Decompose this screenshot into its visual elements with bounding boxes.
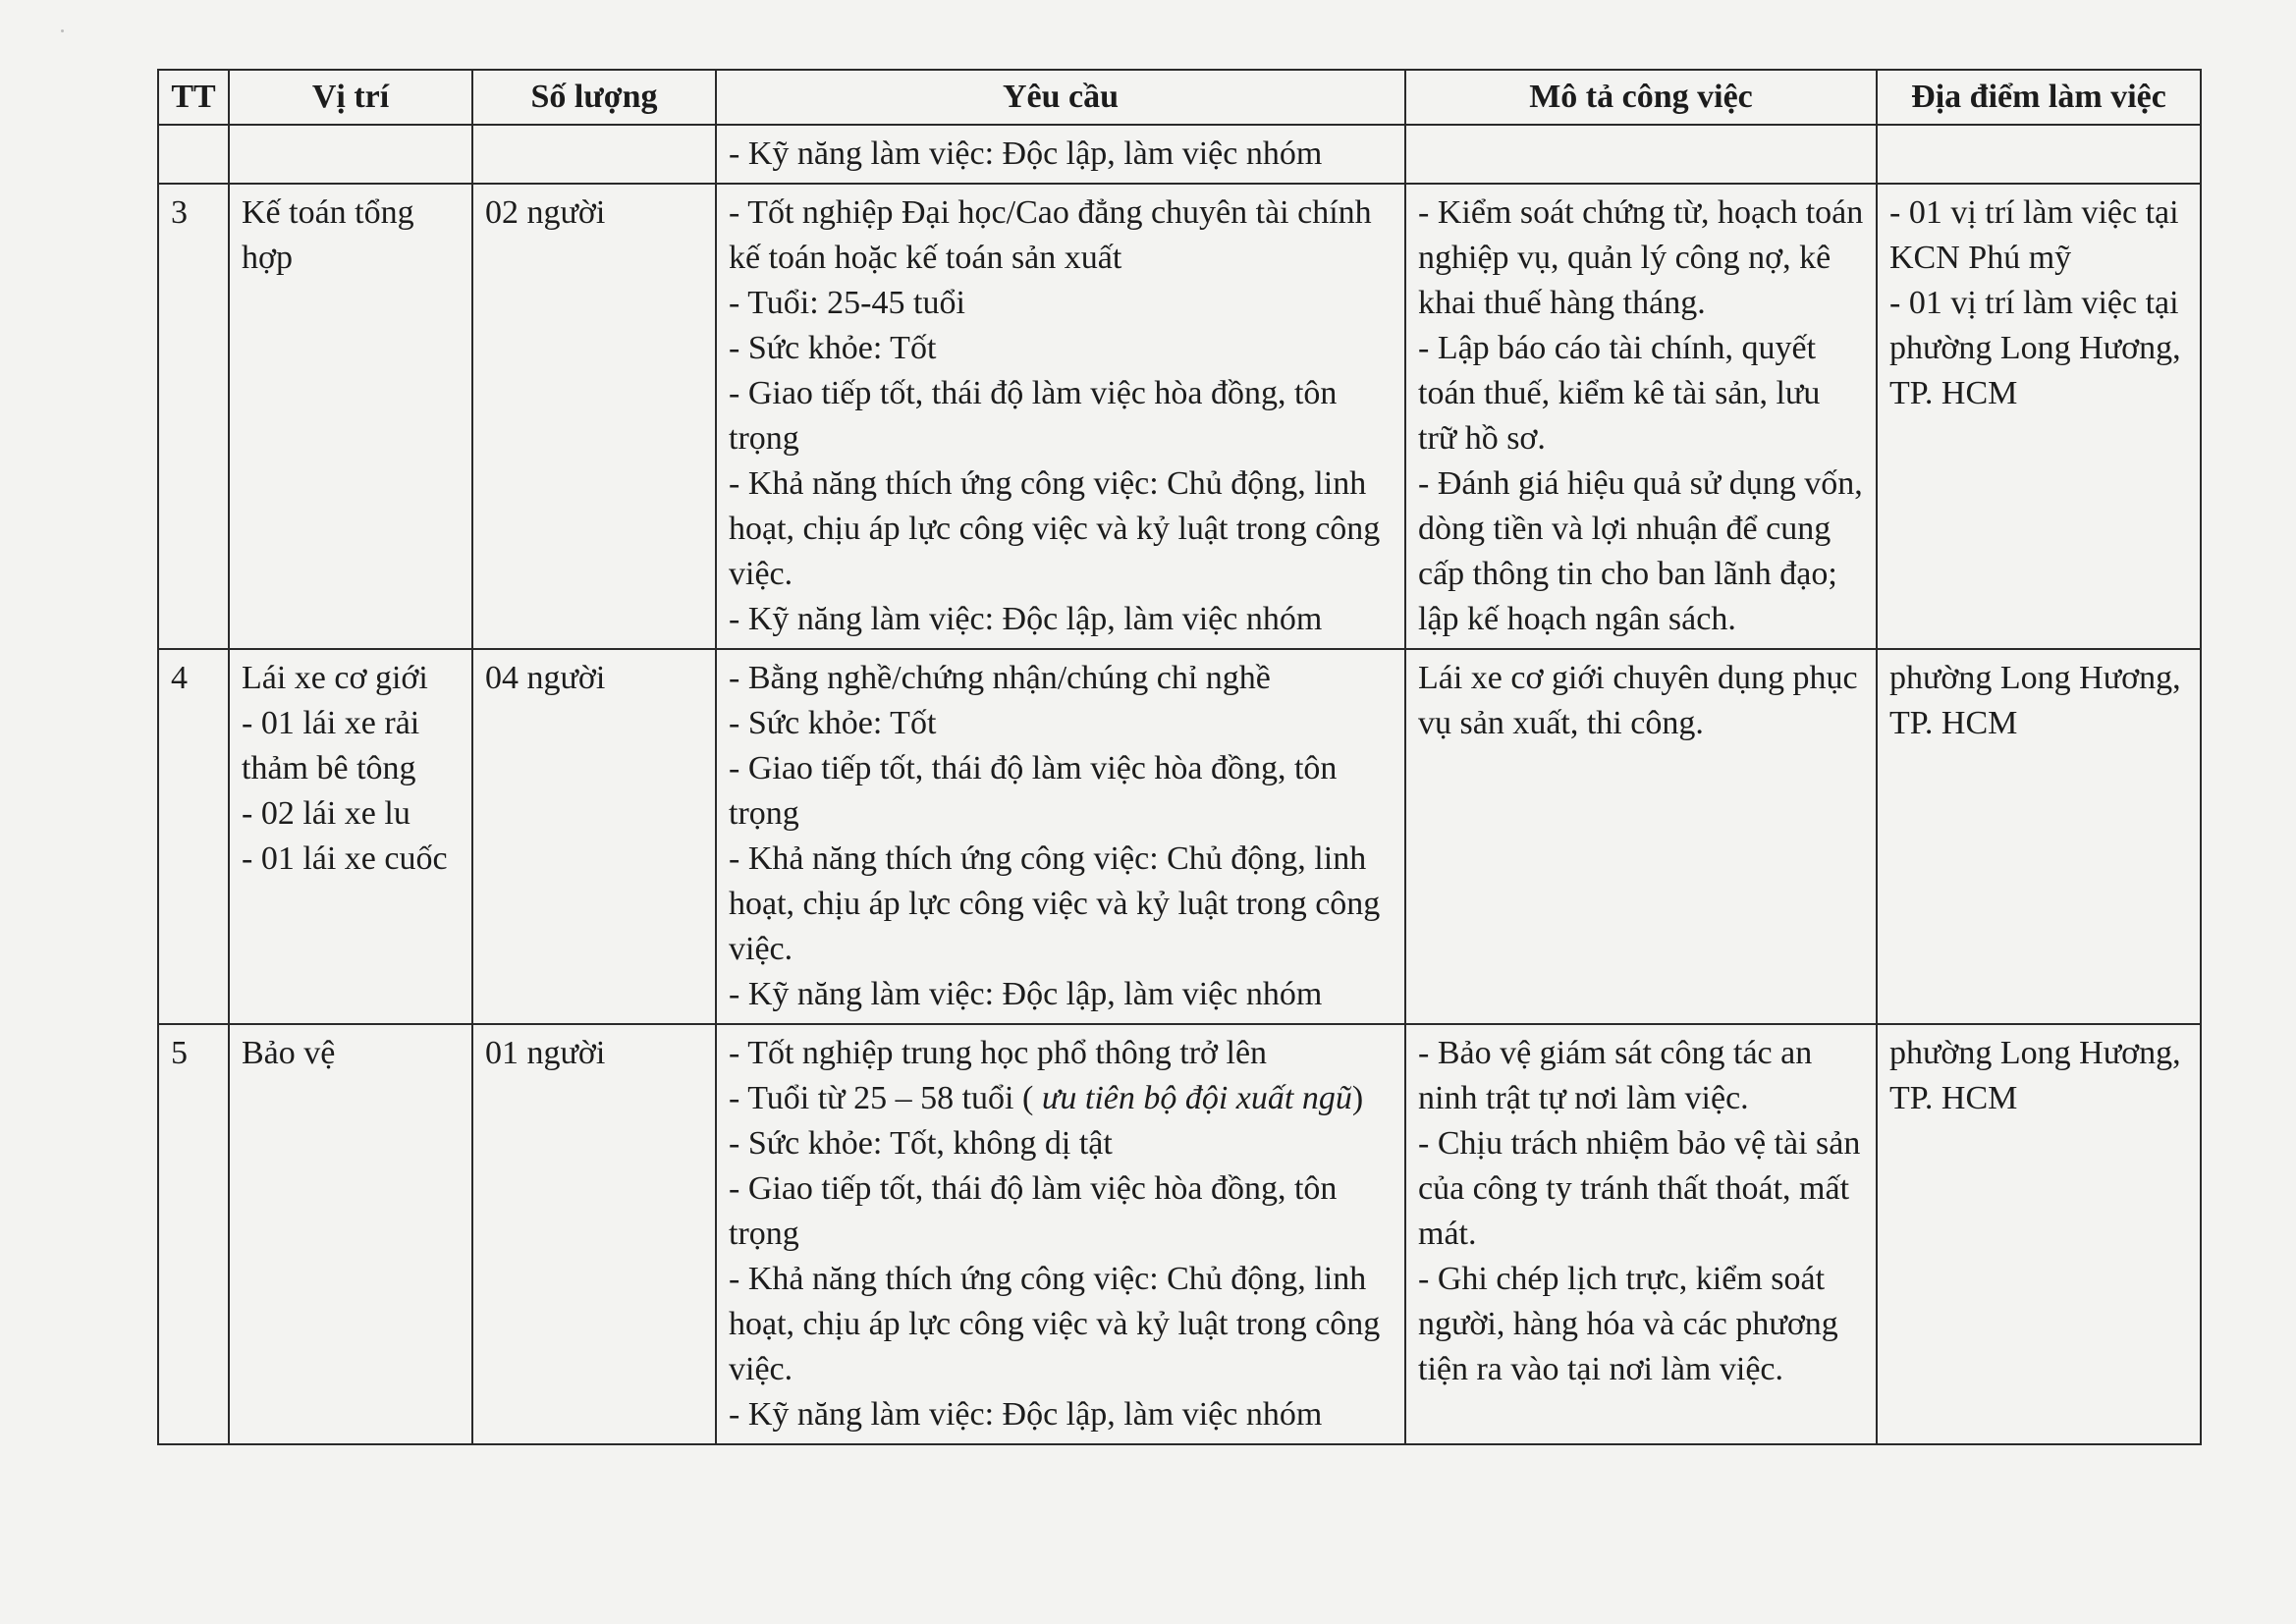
- header-dia-diem: Địa điểm làm việc: [1877, 70, 2201, 125]
- location-item: phường Long Hương, TP. HCM: [1889, 1035, 2181, 1116]
- requirement-item: - Sức khỏe: Tốt: [729, 705, 937, 741]
- description-cell: [1405, 1024, 1877, 1444]
- location-item: - 01 vị trí làm việc tại phường Long Hương, TP. HCM: [1889, 285, 2181, 411]
- description-item: - Chịu trách nhiệm bảo vệ tài sản của công ty tránh thất thoát, mất mát.: [1418, 1125, 1861, 1252]
- requirement-item: - Khả năng thích ứng công việc: Chủ động, linh hoạt, chịu áp lực công việc và kỷ luật trong công việc.: [729, 840, 1381, 967]
- position-title: Bảo vệ: [242, 1035, 336, 1071]
- requirement-item: - Kỹ năng làm việc: Độc lập, làm việc nhóm: [729, 1396, 1323, 1433]
- requirement-item: - Giao tiếp tốt, thái độ làm việc hòa đồng, tôn trọng: [729, 1170, 1338, 1252]
- header-so-luong: Số lượng: [472, 70, 716, 125]
- requirements-cell: [716, 1024, 1405, 1444]
- carryover-tt: [158, 125, 229, 184]
- position-cell: [229, 649, 472, 1024]
- requirement-item: - Kỹ năng làm việc: Độc lập, làm việc nhóm: [729, 601, 1323, 637]
- header-yeu-cau: Yêu cầu: [716, 70, 1405, 125]
- location-item: phường Long Hương, TP. HCM: [1889, 660, 2181, 741]
- age-prefix: - Tuổi từ 25 – 58 tuổi (: [729, 1080, 1034, 1116]
- position-title: Lái xe cơ giới: [242, 660, 428, 696]
- header-mo-ta: Mô tả công việc: [1405, 70, 1877, 125]
- carryover-dia-diem: [1877, 125, 2201, 184]
- requirement-item: - Bằng nghề/chứng nhận/chúng chỉ nghề: [729, 660, 1271, 696]
- requirements-cell: [716, 649, 1405, 1024]
- requirement-item: - Tuổi: 25-45 tuổi: [729, 285, 965, 321]
- location-cell: [1877, 184, 2201, 649]
- description-item: - Ghi chép lịch trực, kiểm soát người, hàng hóa và các phương tiện ra vào tại nơi làm việc.: [1418, 1261, 1838, 1387]
- description-item: - Kiểm soát chứng từ, hoạch toán nghiệp vụ, quản lý công nợ, kê khai thuế hàng tháng.: [1418, 194, 1864, 321]
- description-item: Lái xe cơ giới chuyên dụng phục vụ sản xuất, thi công.: [1418, 660, 1858, 741]
- description-item: - Bảo vệ giám sát công tác an ninh trật tự nơi làm việc.: [1418, 1035, 1813, 1116]
- job-table: [157, 69, 2202, 1445]
- requirements-cell: [716, 184, 1405, 649]
- requirement-item: - Tốt nghiệp trung học phổ thông trở lên: [729, 1035, 1268, 1071]
- position-title: Kế toán tổng hợp: [242, 194, 414, 276]
- requirement-item: - Sức khỏe: Tốt, không dị tật: [729, 1125, 1113, 1162]
- table-row: [158, 184, 2201, 649]
- position-cell: [229, 184, 472, 649]
- position-subitem: - 02 lái xe lu: [242, 795, 410, 832]
- carryover-so-luong: [472, 125, 716, 184]
- table-row: [158, 1024, 2201, 1444]
- requirement-item: - Tốt nghiệp Đại học/Cao đẳng chuyên tài chính kế toán hoặc kế toán sản xuất: [729, 194, 1372, 276]
- requirement-age: [729, 1076, 1393, 1121]
- quantity-cell: 02 người: [472, 184, 716, 649]
- table-row: [158, 649, 2201, 1024]
- position-subitem: - 01 lái xe cuốc: [242, 840, 448, 877]
- carryover-mo-ta: [1405, 125, 1877, 184]
- table-header-row: [158, 70, 2201, 125]
- requirement-item: - Khả năng thích ứng công việc: Chủ động, linh hoạt, chịu áp lực công việc và kỷ luật trong công việc.: [729, 1261, 1381, 1387]
- description-cell: [1405, 649, 1877, 1024]
- location-cell: [1877, 649, 2201, 1024]
- location-item: - 01 vị trí làm việc tại KCN Phú mỹ: [1889, 194, 2179, 276]
- carryover-yeu-cau: - Kỹ năng làm việc: Độc lập, làm việc nhóm: [716, 125, 1405, 184]
- quantity-cell: 01 người: [472, 1024, 716, 1444]
- description-cell: [1405, 184, 1877, 649]
- requirement-item: - Giao tiếp tốt, thái độ làm việc hòa đồng, tôn trọng: [729, 750, 1338, 832]
- row-number: 4: [158, 649, 229, 1024]
- row-number: 3: [158, 184, 229, 649]
- header-tt: TT: [158, 70, 229, 125]
- description-item: - Đánh giá hiệu quả sử dụng vốn, dòng tiền và lợi nhuận để cung cấp thông tin cho ban lãnh đạo; lập kế hoạch ngân sách.: [1418, 465, 1863, 637]
- header-vi-tri: Vị trí: [229, 70, 472, 125]
- position-subitem: - 01 lái xe rải thảm bê tông: [242, 705, 420, 786]
- description-item: - Lập báo cáo tài chính, quyết toán thuế, kiểm kê tài sản, lưu trữ hồ sơ.: [1418, 330, 1821, 457]
- scan-speck: [61, 29, 64, 32]
- requirement-item: - Giao tiếp tốt, thái độ làm việc hòa đồng, tôn trọng: [729, 375, 1338, 457]
- age-preference: ưu tiên bộ đội xuất ngũ: [1033, 1080, 1352, 1116]
- location-cell: [1877, 1024, 2201, 1444]
- carryover-row: [158, 125, 2201, 184]
- position-cell: [229, 1024, 472, 1444]
- quantity-cell: 04 người: [472, 649, 716, 1024]
- document-page: [157, 69, 2200, 1445]
- requirement-item: - Kỹ năng làm việc: Độc lập, làm việc nhóm: [729, 976, 1323, 1012]
- requirement-item: - Sức khỏe: Tốt: [729, 330, 937, 366]
- row-number: 5: [158, 1024, 229, 1444]
- age-suffix: ): [1351, 1080, 1364, 1116]
- carryover-vi-tri: [229, 125, 472, 184]
- requirement-item: - Khả năng thích ứng công việc: Chủ động, linh hoạt, chịu áp lực công việc và kỷ luật trong công việc.: [729, 465, 1381, 592]
